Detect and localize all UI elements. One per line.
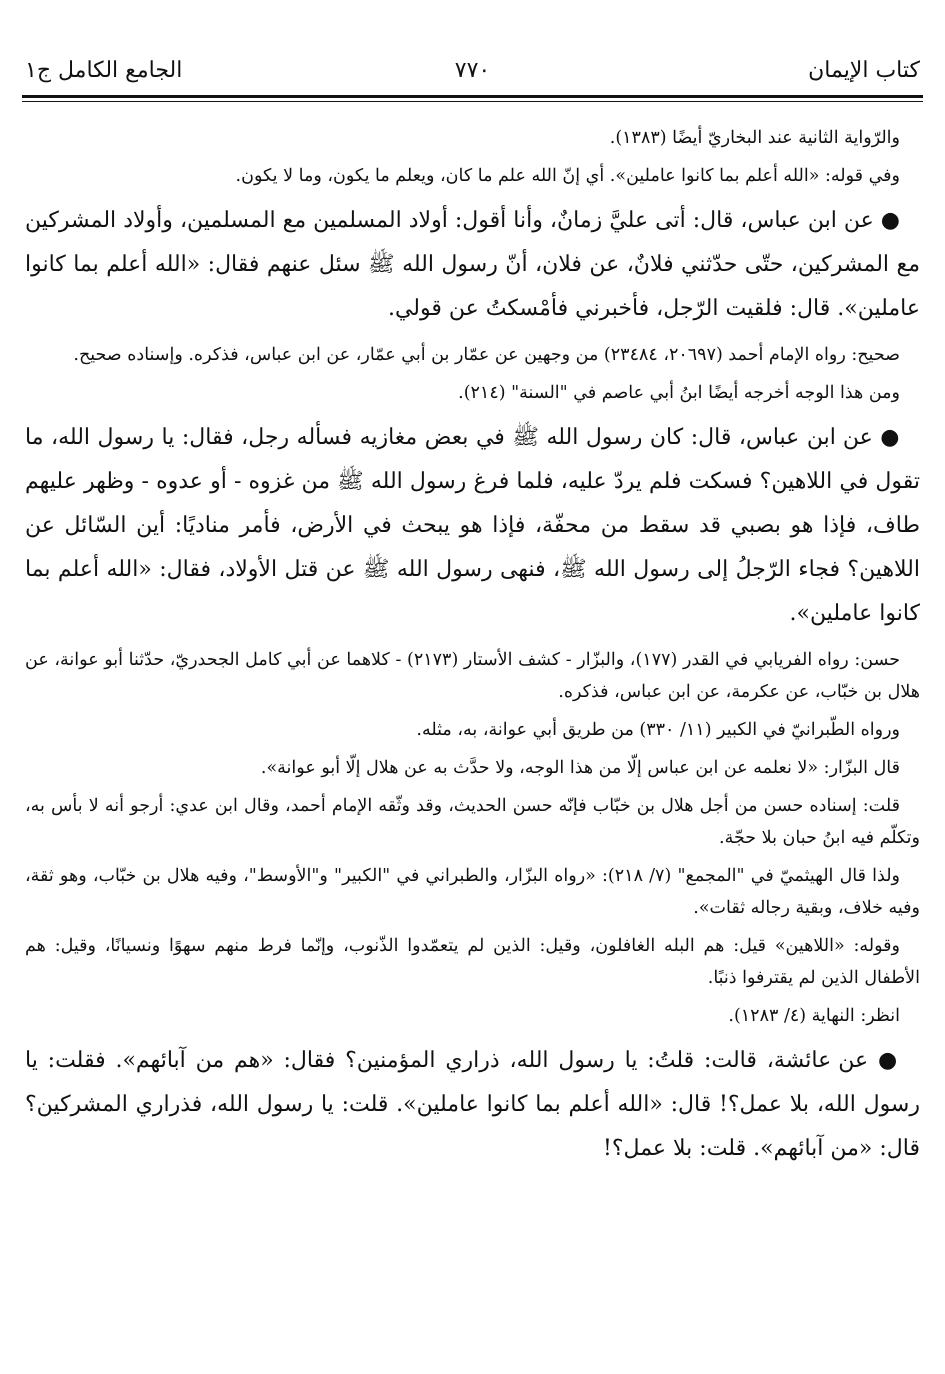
note-paragraph: قلت: إسناده حسن من أجل هلال بن خبّاب فإنّه حسن الحديث، وقد وثّقه الإمام أحمد، وقال ابن عدي: أرجو أنه لا بأس به، وتكلّم فيه ابنُ حبان بلا حجّة. (25, 796, 920, 848)
note-paragraph: ومن هذا الوجه أخرجه أيضًا ابنُ أبي عاصم في "السنة" (٢١٤). (458, 383, 900, 403)
note-paragraph: ورواه الطّبرانيّ في الكبير (١١/ ٣٣٠) من طريق أبي عوانة، به، مثله. (416, 720, 900, 740)
page-header (25, 58, 920, 94)
book-volume-title: الجامع الكامل ج١ (25, 58, 183, 83)
hadith-paragraph (25, 1038, 920, 1171)
hadith-text: عن ابن عباس، قال: أتى عليَّ زمانٌ، وأنا أقول: أولاد المسلمين مع المسلمين، وأولاد المشركين مع المشركين، حتّى حدّثني فلانٌ، عن فلان، أنّ رسول الله ﷺ سئل عنهم فقال: «الله أعلم بما كانوا عاملين». قال: فلقيت الرّجل، فأخبرني فأمْسكتُ عن قولي. (25, 208, 920, 321)
bullet-icon: ● (880, 424, 900, 450)
note-paragraph: والرّواية الثانية عند البخاريّ أيضًا (١٣٨٣). (609, 128, 900, 148)
note-paragraph: قال البزّار: «لا نعلمه عن ابن عباس إلّا من هذا الوجه، ولا حدَّث به عن هلال إلّا أبو عوانة». (260, 758, 900, 778)
note-paragraph: ولذا قال الهيثميّ في "المجمع" (٧/ ٢١٨): «رواه البزّار، والطبراني في "الكبير" و"الأوسط"، وفيه هلال بن خبّاب، وهو ثقة، وفيه خلاف، وبقية رجاله ثقات». (25, 866, 920, 918)
note-paragraph: وقوله: «اللاهين» قيل: هم البله الغافلون، وقيل: الذين لم يتعمّدوا الذّنوب، وإنّما فرط منهم سهوًا ونسيانًا، وقيل: هم الأطفال الذين لم يقترفوا ذنبًا. (25, 936, 920, 988)
header-rule-thin (22, 101, 923, 102)
page-number: ٧٧٠ (454, 58, 491, 83)
hadith-text: عن ابن عباس، قال: كان رسول الله ﷺ في بعض مغازيه فسأله رجل، فقال: يا رسول الله، ما تقول في اللاهين؟ فسكت فلم يردّ عليه، فلما فرغ رسول الله ﷺ من غزوه - أو عدوه - وظهر عليهم طاف، فإذا هو بصبي قد سقط من محفّة، فإذا هو يبحث في الأرض، فأمر مناديًا: أين السّائل عن اللاهين؟ فجاء الرّجلُ إلى رسول الله ﷺ، فنهى رسول الله ﷺ عن قتل الأولاد، فقال: «الله أعلم بما كانوا عاملين». (25, 425, 920, 626)
header-rule-thick (22, 95, 923, 98)
chapter-title: كتاب الإيمان (808, 58, 920, 83)
bullet-icon: ● (880, 207, 900, 233)
hadith-paragraph (25, 415, 920, 636)
bullet-icon: ● (877, 1047, 900, 1073)
hadith-paragraph (25, 198, 920, 331)
page-body (25, 122, 920, 1179)
note-paragraph: حسن: رواه الفريابي في القدر (١٧٧)، والبزّار - كشف الأستار (٢١٧٣) - كلاهما عن أبي كامل الجحدريّ، حدّثنا أبو عوانة، عن هلال بن خبّاب، عن عكرمة، عن ابن عباس، فذكره. (25, 650, 920, 702)
note-paragraph: صحيح: رواه الإمام أحمد (٢٠٦٩٧، ٢٣٤٨٤) من وجهين عن عمّار بن أبي عمّار، عن ابن عباس، فذكره. وإسناده صحيح. (73, 345, 900, 365)
hadith-text: عن عائشة، قالت: قلتُ: يا رسول الله، ذراري المؤمنين؟ فقال: «هم من آبائهم». فقلت: يا رسول الله، بلا عمل؟! قال: «الله أعلم بما كانوا عاملين». قلت: يا رسول الله، فذراري المشركين؟ قال: «من آبائهم». قلت: بلا عمل؟! (25, 1048, 920, 1161)
note-paragraph: انظر: النهاية (٤/ ١٢٨٣). (728, 1006, 900, 1026)
note-paragraph: وفي قوله: «الله أعلم بما كانوا عاملين». أي إنّ الله علم ما كان، ويعلم ما يكون، وما لا يكون. (235, 166, 900, 186)
